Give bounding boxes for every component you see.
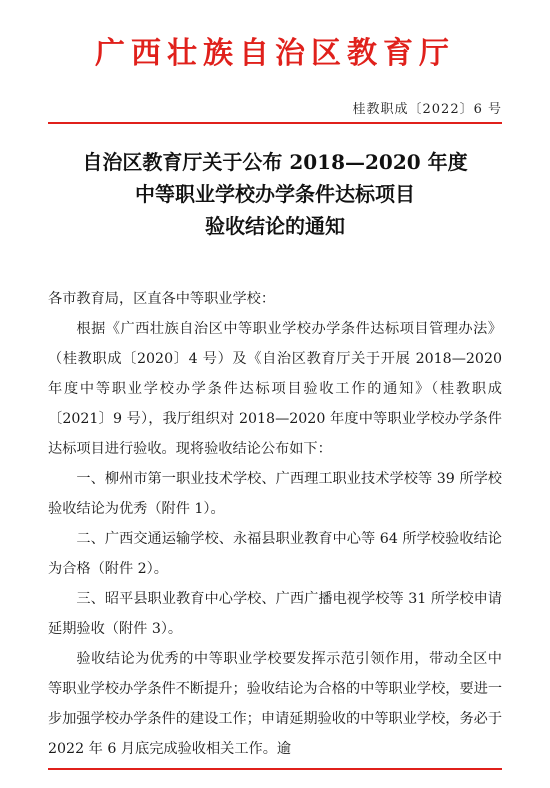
document-body — [48, 284, 502, 764]
document-title — [0, 146, 550, 242]
paragraph-item-2: 二、广西交通运输学校、永福县职业教育中心等 64 所学校验收结论为合格（附件 2）。 — [48, 531, 502, 577]
document-number: 桂教职成〔2022〕6 号 — [352, 102, 502, 117]
paragraph-item-1: 一、柳州市第一职业技术学校、广西理工职业技术学校等 39 所学校验收结论为优秀（附件 1）。 — [48, 471, 502, 517]
header-divider-line — [48, 122, 502, 124]
paragraph-item-3: 三、昭平县职业教育中心学校、广西广播电视学校等 31 所学校申请延期验收（附件 3）。 — [48, 591, 502, 637]
issuer-masthead: 广西壮族自治区教育厅 — [95, 36, 455, 71]
title-line-3: 验收结论的通知 — [205, 214, 345, 238]
salutation: 各市教育局，区直各中等职业学校： — [48, 291, 276, 307]
title-line-1: 自治区教育厅关于公布 2018—2020 年度 — [82, 150, 468, 174]
paragraph-intro: 根据《广西壮族自治区中等职业学校办学条件达标项目管理办法》（桂教职成〔2020〕4 号）及《自治区教育厅关于开展 2018—2020 年度中等职业学校办学条件达标项目验收工作的通知》（桂教职成〔2021〕9 号），我厅组织对 2018—2020 年度中等职业学校办学条件达标项目进行验收。现将验收结论公布如下： — [48, 321, 502, 457]
title-line-2: 中等职业学校办学条件达标项目 — [135, 182, 415, 206]
footer-divider-line — [48, 768, 502, 770]
paragraph-requirements: 验收结论为优秀的中等职业学校要发挥示范引领作用，带动全区中等职业学校办学条件不断提升；验收结论为合格的中等职业学校，要进一步加强学校办学条件的建设工作；申请延期验收的中等职业学校，务必于 2022 年 6 月底完成验收相关工作。逾 — [48, 651, 503, 757]
